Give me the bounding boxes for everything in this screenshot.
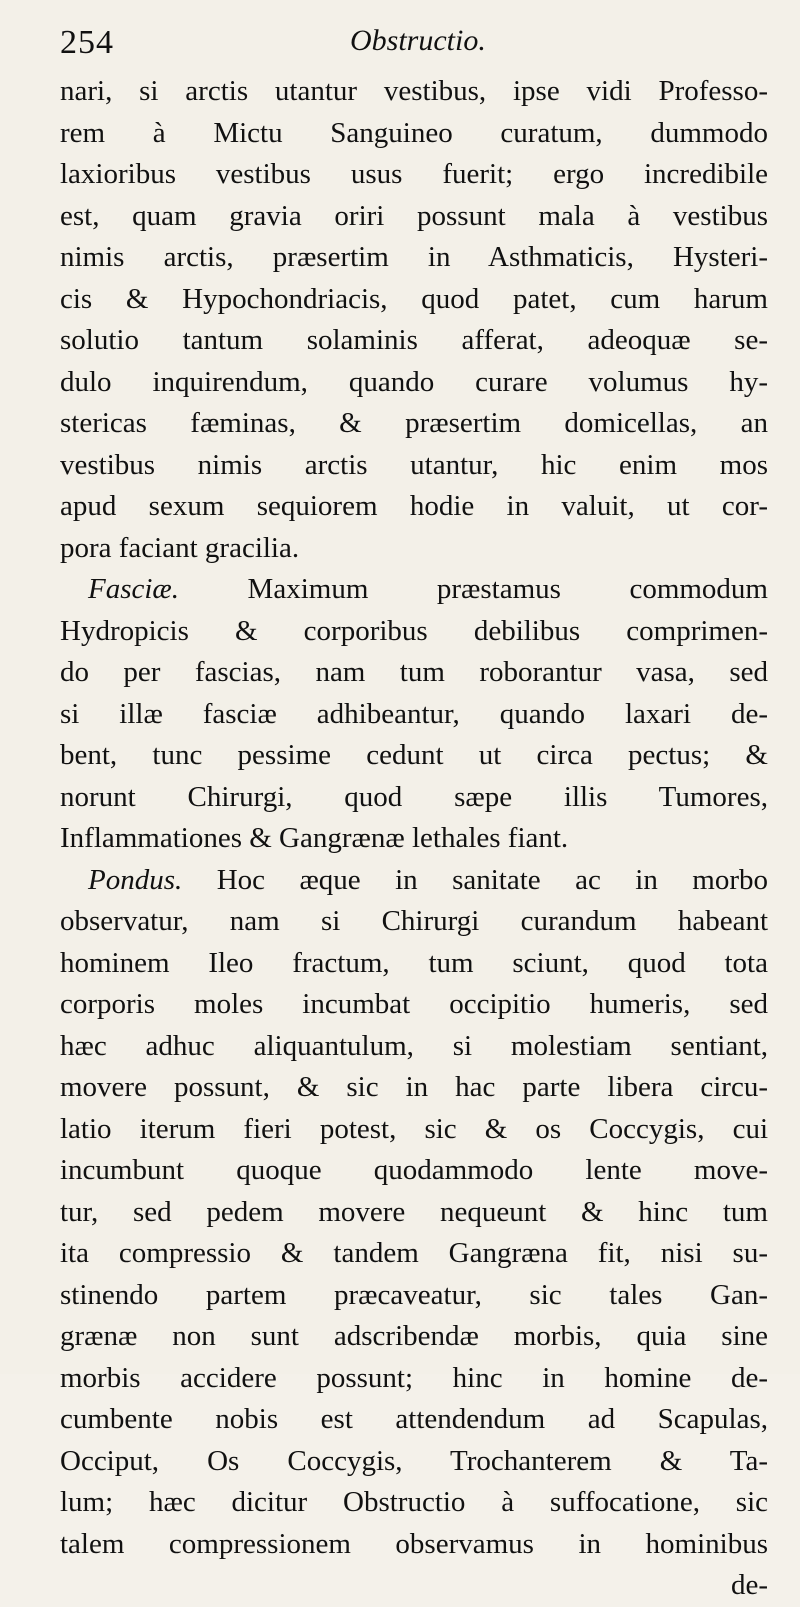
line-text: nari, si arctis utantur vestibus, ipse vidi Professo-: [60, 75, 768, 107]
line-text: si illæ fasciæ adhibeantur, quando laxari de-: [60, 697, 768, 730]
text-line: [60, 154, 768, 196]
page-number: 254: [60, 24, 114, 61]
line-text: observatur, nam si Chirurgi curandum habeant: [60, 905, 768, 937]
text-line: [60, 860, 768, 902]
text-line: [60, 777, 768, 819]
text-line: [60, 652, 768, 694]
text-line: [60, 403, 768, 445]
text-line: [60, 735, 768, 777]
line-text: hominem Ileo fractum, tum sciunt, quod tota: [60, 946, 768, 979]
line-text: cis & Hypochondriacis, quod patet, cum harum: [60, 282, 768, 315]
line-text: hæc adhuc aliquantulum, si molestiam sentiant,: [60, 1029, 768, 1062]
page-header: [60, 24, 760, 68]
line-text: Occiput, Os Coccygis, Trochanterem & Ta-: [60, 1444, 768, 1477]
body-text: [60, 71, 768, 1607]
text-line: [60, 196, 768, 238]
line-text: do per fascias, nam tum roborantur vasa, sed: [60, 656, 768, 688]
text-line: [60, 113, 768, 155]
text-line: [60, 486, 768, 528]
text-line: [60, 984, 768, 1026]
text-line: [60, 1233, 768, 1275]
line-text: laxioribus vestibus usus fuerit; ergo incredibile: [60, 158, 768, 190]
line-text: solutio tantum solaminis afferat, adeoquæ se-: [60, 324, 768, 356]
text-line: [60, 1441, 768, 1483]
line-text: grænæ non sunt adscribendæ morbis, quia sine: [60, 1320, 768, 1352]
text-line: [60, 1482, 768, 1524]
line-text: corporis moles incumbat occipitio humeris, sed: [60, 988, 768, 1020]
line-text: lum; hæc dicitur Obstructio à suffocatione, sic: [60, 1486, 768, 1518]
text-line: [60, 1275, 768, 1317]
text-line: [60, 943, 768, 985]
line-text: stericas fæminas, & præsertim domicellas, an: [60, 407, 768, 439]
line-text: apud sexum sequiorem hodie in valuit, ut cor-: [60, 490, 768, 522]
line-text: latio iterum fieri potest, sic & os Coccygis, cui: [60, 1112, 768, 1145]
line-text: ita compressio & tandem Gangræna fit, nisi su-: [60, 1237, 768, 1269]
text-line: [60, 445, 768, 487]
line-text: vestibus nimis arctis utantur, hic enim mos: [60, 448, 768, 481]
text-line: [60, 1399, 768, 1441]
line-text: movere possunt, & sic in hac parte libera circu-: [60, 1071, 768, 1103]
line-text: cumbente nobis est attendendum ad Scapulas,: [60, 1403, 768, 1435]
line-text: pora faciant gracilia.: [60, 531, 300, 564]
text-line: [60, 611, 768, 653]
text-line: [60, 694, 768, 736]
text-line: [60, 1316, 768, 1358]
line-text: tur, sed pedem movere nequeunt & hinc tum: [60, 1195, 768, 1228]
line-text: talem compressionem observamus in hominibus: [60, 1527, 768, 1560]
paragraph-label: Pondus.: [88, 863, 183, 896]
text-line: [60, 1192, 768, 1234]
line-text: de-: [730, 1569, 768, 1601]
text-line: [60, 320, 768, 362]
text-line: [60, 237, 768, 279]
line-text: incumbunt quoque quodammodo lente move-: [60, 1154, 768, 1186]
text-line: [60, 1067, 768, 1109]
text-line: [60, 528, 768, 570]
text-line: [60, 279, 768, 321]
paragraph-label: Fasciæ.: [88, 573, 180, 605]
line-text: bent, tunc pessime cedunt ut circa pectus; &: [60, 739, 768, 771]
catchword: [60, 1565, 768, 1607]
line-text: morbis accidere possunt; hinc in homine de-: [60, 1361, 768, 1394]
line-text: nimis arctis, præsertim in Asthmaticis, Hysteri-: [60, 241, 768, 273]
text-line: [60, 1109, 768, 1151]
text-line: [60, 1524, 768, 1566]
text-line: [60, 569, 768, 611]
line-text: Hydropicis & corporibus debilibus comprimen-: [60, 614, 768, 647]
running-head: Obstructio.: [350, 24, 486, 57]
line-text: Inflammationes & Gangrænæ lethales fiant.: [60, 822, 569, 854]
line-text: est, quam gravia oriri possunt mala à vestibus: [60, 199, 768, 232]
line-text: stinendo partem præcaveatur, sic tales Gan-: [60, 1278, 768, 1311]
line-text: dulo inquirendum, quando curare volumus hy-: [60, 365, 768, 398]
text-line: [60, 71, 768, 113]
line-text: rem à Mictu Sanguineo curatum, dummodo: [60, 116, 768, 149]
text-line: [60, 1150, 768, 1192]
text-line: [60, 362, 768, 404]
text-line: [60, 1358, 768, 1400]
line-text: Maximum præstamus commodum: [179, 573, 768, 605]
line-text: Hoc æque in sanitate ac in morbo: [182, 863, 768, 896]
text-line: [60, 818, 768, 860]
line-text: norunt Chirurgi, quod sæpe illis Tumores,: [60, 780, 768, 813]
text-line: [60, 901, 768, 943]
text-line: [60, 1026, 768, 1068]
